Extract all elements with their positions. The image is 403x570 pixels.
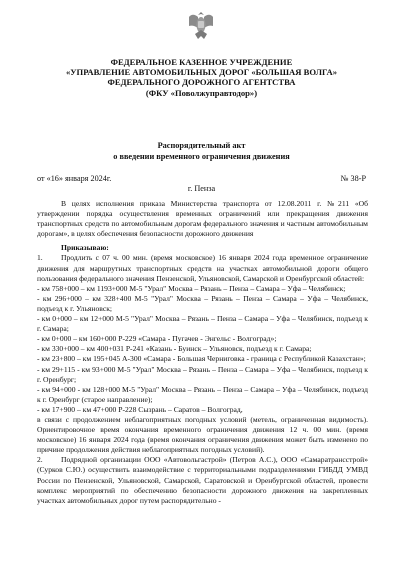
route-item: - км 0+000 – км 160+000 Р-229 «Самара - Пугачев - Энгельс - Волгоград»; [37, 334, 277, 344]
route-item: - км 29+115 - км 93+000 М-5 "Урал" Москва – Рязань – Пенза – Самара – Уфа – Челябинск, подъезд к г. Оренбург; [37, 364, 368, 384]
item-1-text: Продлить с 07 ч. 00 мин. (время московское) 16 января 2024 года временное ограничение движения для маршрутных транспортных средств на участках автомобильной дороги общего пользования федерального значения Пензенской, Ульяновской, Самарской и Оренбургской областей: [37, 253, 368, 283]
document-body [37, 199, 368, 506]
org-line-3: ФЕДЕРАЛЬНОГО ДОРОЖНОГО АГЕНТСТВА [107, 77, 296, 88]
doc-type-line-1: Распорядительный акт [157, 141, 246, 150]
document-number: № 38-Р [340, 174, 366, 183]
route-item: - км 330+000 – км 400+031 Р-241 «Казань - Буинск – Ульяновск, подъезд к г. Самара; [37, 344, 312, 354]
route-item: - км 0+000 – км 12+000 М-5 "Урал" Москва – Рязань – Пенза – Самара – Уфа – Челябинск, подъезд к г. Самара; [37, 314, 368, 334]
document-title [0, 140, 403, 162]
org-line-4: (ФКУ «Поволжуправтодор») [145, 87, 258, 98]
item-2-text: Подрядной организации ООО «Автовольгастрой» (Петров А.С.), ООО «Самаратрансстрой» (Сурков С.Ю.) осуществить взаимодействие с территориальными подразделениями ГИБДД УМВД России по Пензенской, Ульяновской, Самарской, Саратовской и Оренбургской областей, провести комплекс мероприятий по обеспечению безопасности дорожного движения на закрепленных участках автомобильных дорог путем распорядительно - [37, 455, 368, 505]
route-item: - км 296+000 – км 328+400 М-5 "Урал" Москва – Рязань – Пенза – Самара – Уфа – Челябинск, подъезд к г. Ульяновск; [37, 293, 368, 313]
item-1-number: 1. [37, 253, 43, 263]
route-item: - км 23+800 – км 195+045 А-300 «Самара - Большая Черниговка - граница с Республикой Казахстан»; [37, 354, 366, 364]
document-date: от «16» января 2024г. [37, 174, 112, 183]
route-item: - км 94+000 - км 128+000 М-5 "Урал" Москва – Рязань – Пенза – Самара – Уфа – Челябинск, подъезд к г. Оренбург (старое направление); [37, 384, 368, 404]
doc-type-line-2: о введении временного ограничения движения [113, 152, 290, 161]
document-city: г. Пенза [187, 184, 216, 193]
item-2-number: 2. [37, 455, 43, 465]
route-item: - км 758+000 – км 1193+000 М-5 "Урал" Москва – Рязань – Пенза – Самара – Уфа – Челябинск; [37, 283, 346, 293]
org-line-2: «УПРАВЛЕНИЕ АВТОМОБИЛЬНЫХ ДОРОГ «БОЛЬШАЯ ВОЛГА» [65, 67, 338, 78]
route-item: - км 17+900 – км 47+000 Р-228 Сызрань – Саратов – Волгоград, [37, 404, 243, 414]
item-1-tail: в связи с продолжением неблагоприятных погодных условий (метель, ограниченная видимость). Ориентировочное время окончания временного ограничения движения 12 ч. 00 мин. (время московское) 16 января 2024 года (время окончания ограничения движения может быть изменено по причине продолжения действия неблагоприятных погодных условий). [37, 414, 368, 455]
order-heading: Приказываю: [61, 243, 109, 253]
org-line-1: ФЕДЕРАЛЬНОЕ КАЗЕННОЕ УЧРЕЖДЕНИЕ [110, 57, 293, 67]
item-2-paragraph [37, 455, 368, 505]
organization-header [0, 57, 403, 98]
coat-of-arms-emblem-icon [185, 8, 217, 42]
intro-paragraph: В целях исполнения приказа Министерства транспорта от 12.08.2011 г. №211 «Об утверждении порядка осуществления временных ограничений или прекращения движения транспортных средств по автомобильным дорогам федерального значения и частным автомобильным дорогам», в целях обеспечения безопасности дорожного движения [37, 199, 368, 239]
item-1-paragraph [37, 253, 368, 283]
